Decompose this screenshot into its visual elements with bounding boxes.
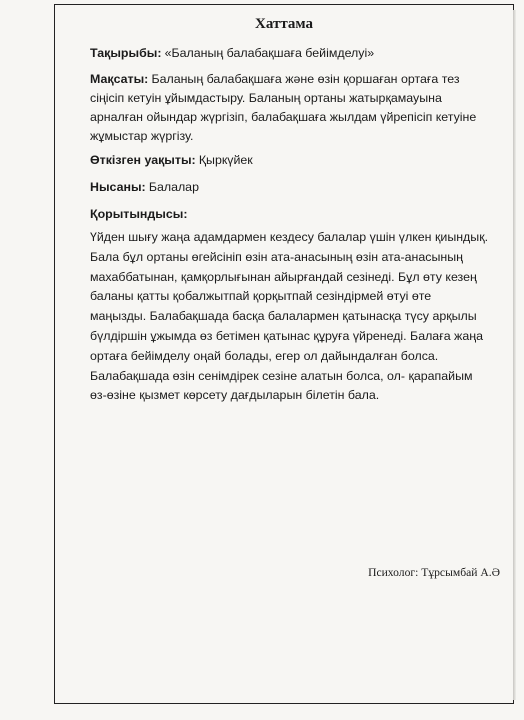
subject-field <box>90 178 490 197</box>
purpose-field <box>90 70 490 146</box>
purpose-value: Баланың балабақшаға және өзін қоршаған ортаға тез сіңісіп кетуін ұйымдастыру. Баланың ортаны жатырқамауына арналған ойындар жүргізіп, балабақшаға жылдам үйрепісіп кетуіне жұмыстар жүргізу. <box>90 72 477 143</box>
purpose-label: Мақсаты: <box>90 72 149 86</box>
conclusion-text: Үйден шығу жаңа адамдармен кездесу балалар үшін үлкен қиындық. Бала бұл ортаны өгейсініп өзін ата-анасының өзін ата-анасының махаббатынан, қамқорлығынан айырғандай сезінеді. Бұл өту кезең баланы қатты қобалжытпай қорқытпай сезіндірмей өтуі өте маңызды. Балабақшада басқа балалармен қатынасқа түсу арқылы бүлдіршін ұжымда өз бетімен қатынас құруға үйренеді. Балаға жаңа ортаға бейімделу оңай болады, егер ол дайындалған болса. Балабақшада өзін сенімдірек сезіне алатын болса, ол- қарапайым өз-өзіне қызмет көрсету дағдыларын білетін бала. <box>90 230 489 403</box>
document-title: Хаттама <box>255 16 313 32</box>
topic-field <box>90 44 490 63</box>
conclusion-label: Қорытындысы: <box>90 207 188 221</box>
time-value: Қыркүйек <box>198 153 253 167</box>
time-field <box>90 151 490 170</box>
subject-value: Балалар <box>148 180 199 194</box>
subject-label: Нысаны: <box>90 180 146 194</box>
page-edge-shadow <box>513 10 516 700</box>
topic-label: Тақырыбы: <box>90 46 162 60</box>
signature-line: Психолог: Тұрсымбай А.Ә <box>368 566 500 579</box>
topic-value: «Баланың балабақшаға бейімделуі» <box>164 46 375 60</box>
time-label: Өткізген уақыты: <box>90 153 196 167</box>
conclusion-field <box>90 205 490 224</box>
